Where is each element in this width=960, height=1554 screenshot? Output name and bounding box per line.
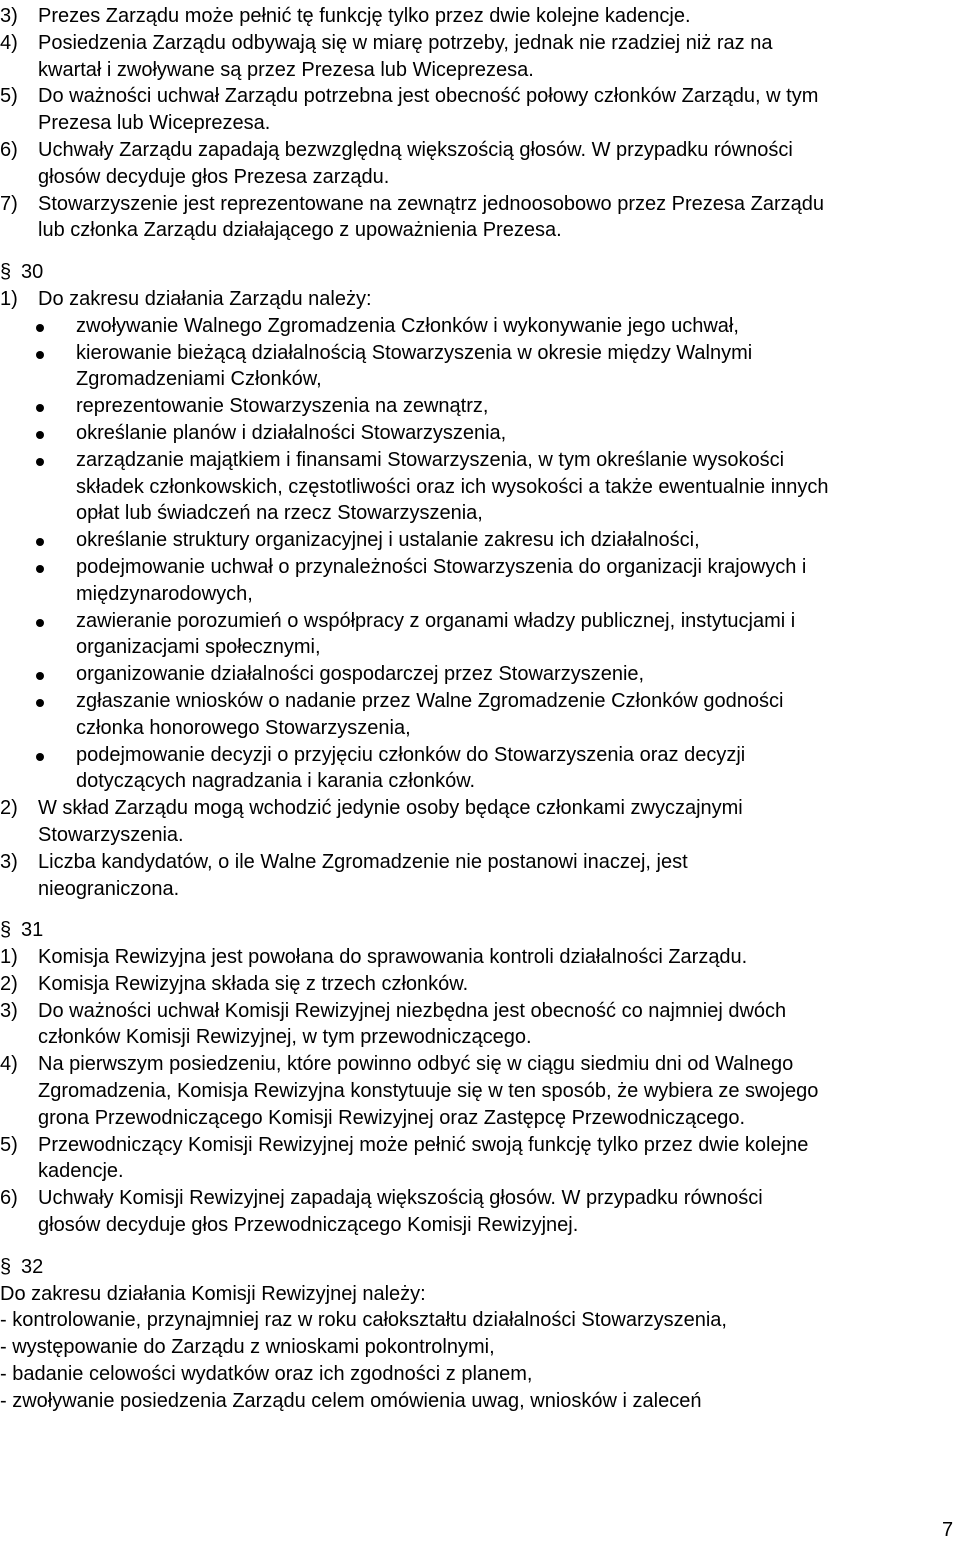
item-number: 3) xyxy=(0,999,18,1022)
numbered-item-line xyxy=(0,849,960,876)
item-text: Uchwały Komisji Rewizyjnej zapadają większością głosów. W przypadku równości xyxy=(38,1187,763,1210)
bullet-list xyxy=(0,313,960,795)
section-number: 30 xyxy=(21,261,44,284)
item-text: Do ważności uchwał Komisji Rewizyjnej niezbędna jest obecność co najmniej dwóch xyxy=(38,999,787,1022)
bullet-text: podejmowanie uchwał o przynależności Stowarzyszenia do organizacji krajowych i xyxy=(76,555,807,578)
numbered-item-line xyxy=(0,1078,960,1105)
item-number: 3) xyxy=(0,5,18,27)
item-text: kwartał i zwoływane są przez Prezesa lub Wiceprezesa. xyxy=(38,58,534,81)
item-text: Zgromadzenia, Komisja Rewizyjna konstytuuje się w ten sposób, że wybiera ze swojego xyxy=(38,1080,819,1103)
numbered-item-line xyxy=(0,1185,960,1212)
bullet-dot xyxy=(36,458,44,466)
dash-item xyxy=(0,1388,960,1415)
numbered-item-line xyxy=(0,998,960,1025)
bullet-item-line xyxy=(0,742,960,769)
numbered-item-line xyxy=(0,1024,960,1051)
bullet-item-line xyxy=(0,688,960,715)
bullet-text: określanie struktury organizacyjnej i ustalanie zakresu ich działalności, xyxy=(76,529,700,552)
item-text: Do zakresu działania Zarządu należy: xyxy=(38,287,372,310)
bullet-item-line xyxy=(0,527,960,554)
numbered-item-line xyxy=(0,971,960,998)
dash-item-text: - kontrolowanie, przynajmniej raz w roku całokształtu działalności Stowarzyszenia, xyxy=(0,1309,727,1332)
item-text: lub członka Zarządu działającego z upoważnienia Prezesa. xyxy=(38,219,562,242)
item-number: 4) xyxy=(0,1053,18,1076)
item-text: głosów decyduje głos Prezesa zarządu. xyxy=(38,165,390,188)
bullet-dot xyxy=(36,753,44,761)
item-text: Na pierwszym posiedzeniu, które powinno odbyć się w ciągu siedmiu dni od Walnego xyxy=(38,1053,794,1076)
bullet-dot xyxy=(36,431,44,439)
item-number: 5) xyxy=(0,85,18,108)
bullet-text: organizowanie działalności gospodarczej przez Stowarzyszenie, xyxy=(76,663,645,686)
dash-item-text: - występowanie do Zarządu z wnioskami pokontrolnymi, xyxy=(0,1336,495,1359)
section-30 xyxy=(0,259,960,902)
intro-text: Do zakresu działania Komisji Rewizyjnej należy: xyxy=(0,1282,426,1305)
item-number: 5) xyxy=(0,1133,18,1156)
bullet-text: zawieranie porozumień o współpracy z organami władzy publicznej, instytucjami i xyxy=(76,609,796,632)
item-number: 6) xyxy=(0,1187,18,1210)
bullet-text: międzynarodowych, xyxy=(76,582,253,605)
numbered-item-line xyxy=(0,822,960,849)
bullet-text: organizacjami społecznymi, xyxy=(76,636,321,659)
bullet-text: opłat lub świadczeń na rzecz Stowarzyszenia, xyxy=(76,502,483,525)
numbered-list xyxy=(0,944,960,1239)
section-mark: § xyxy=(0,1255,12,1278)
numbered-item-line xyxy=(0,3,960,30)
page-number: 7 xyxy=(942,1519,954,1541)
bullet-text: składek członkowskich, częstotliwości oraz ich wysokości a także ewentualnie innych xyxy=(76,475,829,498)
numbered-item-line xyxy=(0,30,960,57)
item-text: Komisja Rewizyjna jest powołana do sprawowania kontroli działalności Zarządu. xyxy=(38,946,748,969)
bullet-dot xyxy=(36,538,44,546)
document-page xyxy=(0,3,960,1415)
bullet-item-line xyxy=(0,474,960,501)
item-text: członków Komisji Rewizyjnej, w tym przewodniczącego. xyxy=(38,1026,532,1049)
item-text: Komisja Rewizyjna składa się z trzech członków. xyxy=(38,972,469,995)
item-number: 1) xyxy=(0,287,18,310)
section-heading xyxy=(0,917,960,944)
bullet-item-line xyxy=(0,581,960,608)
bullet-dot xyxy=(36,672,44,680)
numbered-item-line xyxy=(0,1212,960,1239)
bullet-text: określanie planów i działalności Stowarzyszenia, xyxy=(76,421,507,444)
numbered-item-line xyxy=(0,1105,960,1132)
dash-item xyxy=(0,1307,960,1334)
bullet-dot xyxy=(36,699,44,707)
dash-item xyxy=(0,1334,960,1361)
item-number: 6) xyxy=(0,138,18,161)
item-text: Liczba kandydatów, o ile Walne Zgromadzenie nie postanowi inaczej, jest xyxy=(38,850,688,873)
bullet-text: zgłaszanie wniosków o nadanie przez Walne Zgromadzenie Członków godności xyxy=(76,689,784,712)
bullet-item-line xyxy=(0,313,960,340)
section-32 xyxy=(0,1254,960,1415)
bullet-item-line xyxy=(0,715,960,742)
section-mark: § xyxy=(0,919,12,942)
bullet-text: zwoływanie Walnego Zgromadzenia Członków i wykonywanie jego uchwał, xyxy=(76,314,739,337)
bullet-dot xyxy=(36,619,44,627)
numbered-item-line xyxy=(0,795,960,822)
numbered-item-line xyxy=(0,137,960,164)
item-text: Prezesa lub Wiceprezesa. xyxy=(38,112,271,135)
numbered-item-line xyxy=(0,1158,960,1185)
item-text: Uchwały Zarządu zapadają bezwzględną większością głosów. W przypadku równości xyxy=(38,138,793,161)
numbered-item-line xyxy=(0,217,960,244)
bullet-text: podejmowanie decyzji o przyjęciu członków do Stowarzyszenia oraz decyzji xyxy=(76,743,746,766)
bullet-item-line xyxy=(0,420,960,447)
item-text: Przewodniczący Komisji Rewizyjnej może pełnić swoją funkcję tylko przez dwie kolejne xyxy=(38,1133,809,1156)
bullet-dot xyxy=(36,351,44,359)
bullet-text: zarządzanie majątkiem i finansami Stowarzyszenia, w tym określanie wysokości xyxy=(76,448,785,471)
numbered-item-line xyxy=(0,57,960,84)
numbered-item-line xyxy=(0,1132,960,1159)
dash-item xyxy=(0,1361,960,1388)
numbered-item xyxy=(0,286,960,313)
numbered-item-line xyxy=(0,191,960,218)
bullet-item-line xyxy=(0,608,960,635)
bullet-text: dotyczących nagradzania i karania członków. xyxy=(76,770,476,793)
dash-list xyxy=(0,1307,960,1414)
item-text: Prezes Zarządu może pełnić tę funkcję tylko przez dwie kolejne kadencje. xyxy=(38,5,691,27)
item-number: 7) xyxy=(0,192,18,215)
section-intro xyxy=(0,1281,960,1308)
section-number: 32 xyxy=(21,1255,44,1278)
item-text: grona Przewodniczącego Komisji Rewizyjnej oraz Zastępcę Przewodniczącego. xyxy=(38,1106,746,1129)
dash-item-text: - badanie celowości wydatków oraz ich zgodności z planem, xyxy=(0,1363,533,1386)
top-items xyxy=(0,3,960,244)
numbered-item-line xyxy=(0,944,960,971)
item-text: Do ważności uchwał Zarządu potrzebna jest obecność połowy członków Zarządu, w tym xyxy=(38,85,819,108)
bullet-item-line xyxy=(0,768,960,795)
bullet-dot xyxy=(36,565,44,573)
item-number: 1) xyxy=(0,946,18,969)
item-number: 4) xyxy=(0,31,18,54)
numbered-list xyxy=(0,795,960,902)
bullet-dot xyxy=(36,324,44,332)
bullet-text: kierowanie bieżącą działalnością Stowarzyszenia w okresie między Walnymi xyxy=(76,341,753,364)
item-number: 2) xyxy=(0,972,18,995)
item-text: głosów decyduje głos Przewodniczącego Komisji Rewizyjnej. xyxy=(38,1214,579,1237)
bullet-item-line xyxy=(0,340,960,367)
numbered-item-line xyxy=(0,876,960,903)
bullet-item-line xyxy=(0,554,960,581)
section-31 xyxy=(0,917,960,1239)
numbered-item-line xyxy=(0,110,960,137)
section-heading xyxy=(0,259,960,286)
bullet-item-line xyxy=(0,634,960,661)
item-number: 2) xyxy=(0,797,18,820)
section-number: 31 xyxy=(21,919,44,942)
bullet-item-line xyxy=(0,366,960,393)
section-heading xyxy=(0,1254,960,1281)
bullet-text: reprezentowanie Stowarzyszenia na zewnątrz, xyxy=(76,395,489,418)
section-mark: § xyxy=(0,261,12,284)
bullet-item-line xyxy=(0,447,960,474)
numbered-item-line xyxy=(0,83,960,110)
item-text: nieograniczona. xyxy=(38,877,180,900)
item-text: Stowarzyszenia. xyxy=(38,823,184,846)
item-text: kadencje. xyxy=(38,1160,124,1183)
item-text: Stowarzyszenie jest reprezentowane na zewnątrz jednoosobowo przez Prezesa Zarządu xyxy=(38,192,824,215)
dash-item-text: - zwoływanie posiedzenia Zarządu celem omówienia uwag, wniosków i zaleceń xyxy=(0,1389,702,1412)
bullet-item-line xyxy=(0,661,960,688)
bullet-item-line xyxy=(0,393,960,420)
bullet-text: członka honorowego Stowarzyszenia, xyxy=(76,716,411,739)
bullet-item-line xyxy=(0,500,960,527)
bullet-dot xyxy=(36,404,44,412)
bullet-text: Zgromadzeniami Członków, xyxy=(76,368,322,391)
item-text: Posiedzenia Zarządu odbywają się w miarę potrzeby, jednak nie rzadziej niż raz na xyxy=(38,31,773,54)
item-text: W skład Zarządu mogą wchodzić jedynie osoby będące członkami zwyczajnymi xyxy=(38,797,743,820)
numbered-item-line xyxy=(0,164,960,191)
item-number: 3) xyxy=(0,850,18,873)
numbered-item-line xyxy=(0,1051,960,1078)
